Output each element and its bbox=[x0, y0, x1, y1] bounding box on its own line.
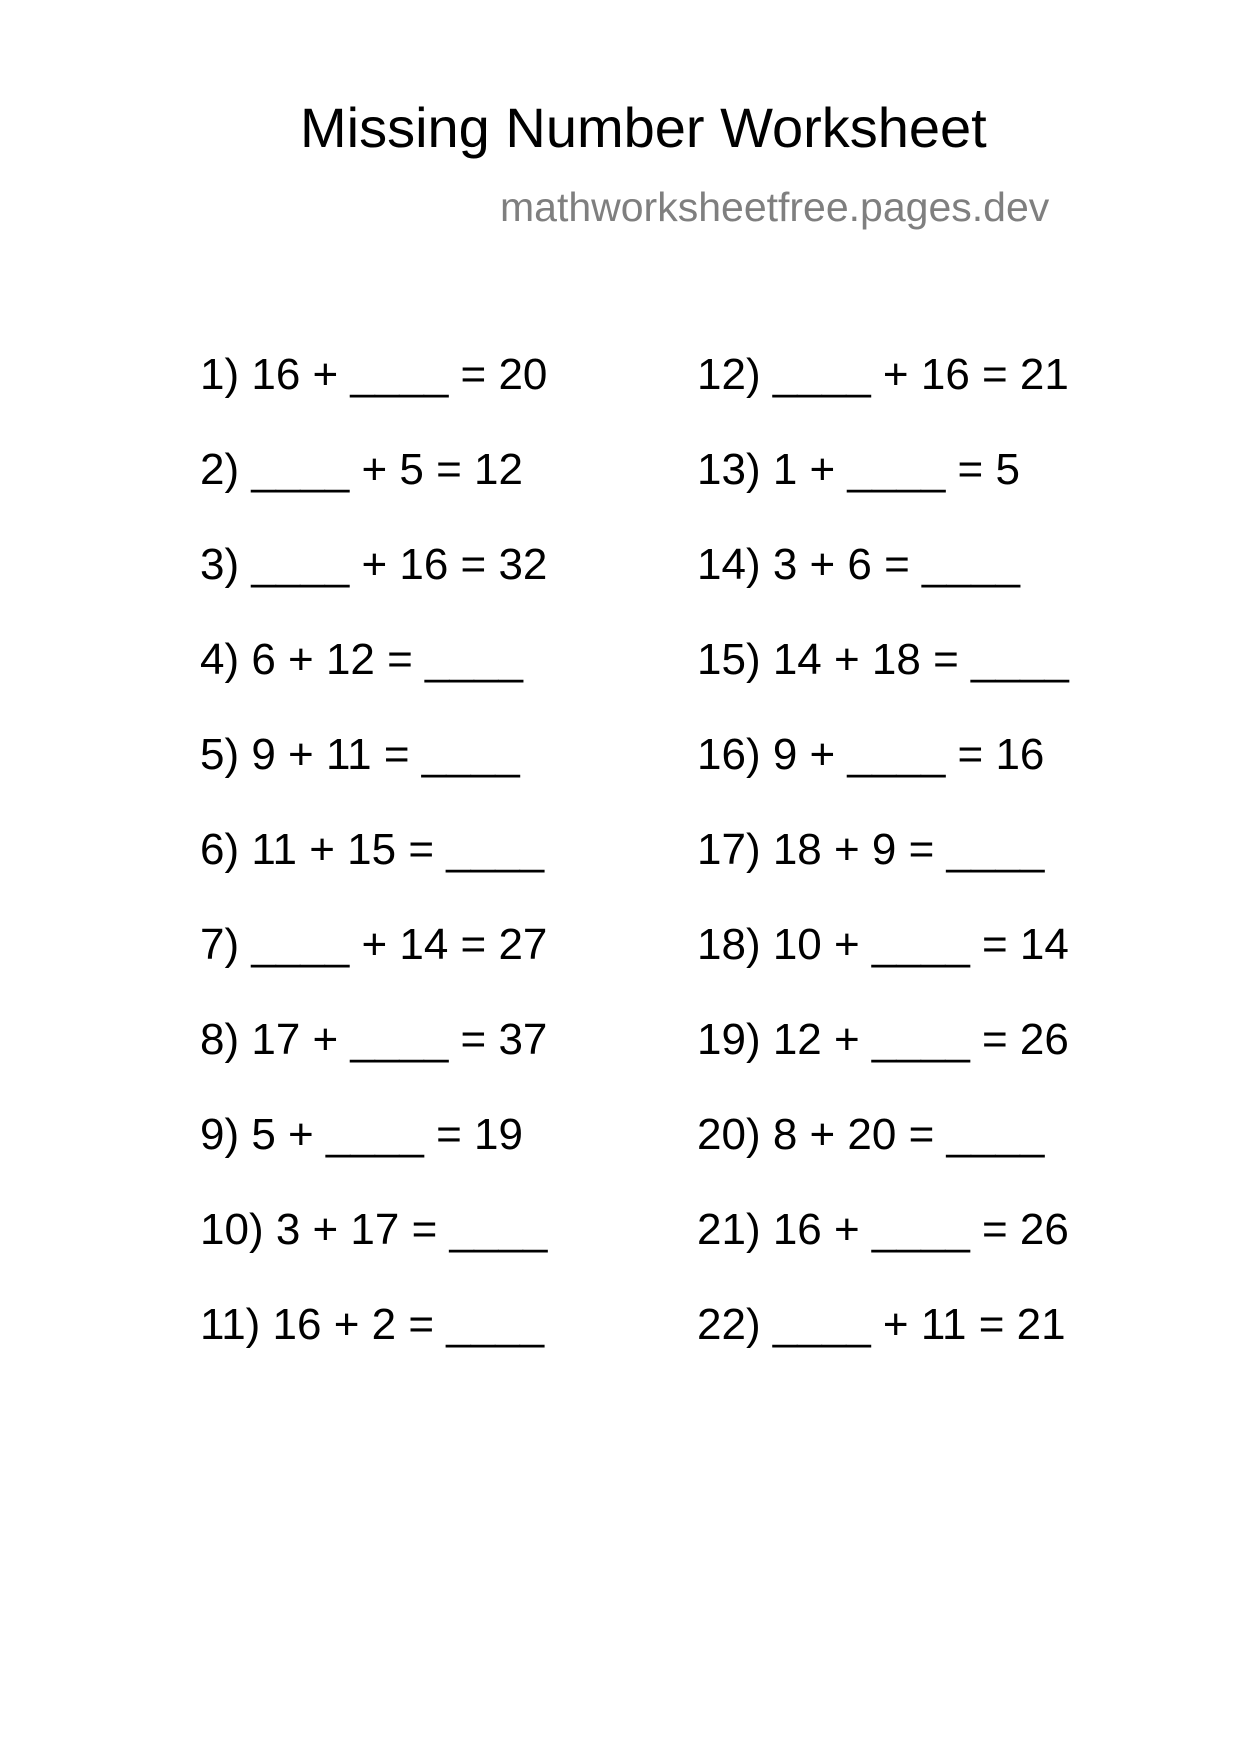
problem-5: 5) 9 + 11 = ____ bbox=[200, 730, 520, 779]
problem-9: 9) 5 + ____ = 19 bbox=[200, 1110, 523, 1159]
problem-6: 6) 11 + 15 = ____ bbox=[200, 825, 545, 874]
problem-13: 13) 1 + ____ = 5 bbox=[697, 445, 1020, 494]
problem-column-left bbox=[200, 350, 547, 1395]
problem-3: 3) ____ + 16 = 32 bbox=[200, 540, 548, 589]
problem-16: 16) 9 + ____ = 16 bbox=[697, 730, 1045, 779]
problem-4: 4) 6 + 12 = ____ bbox=[200, 635, 523, 684]
problem-18: 18) 10 + ____ = 14 bbox=[697, 920, 1069, 969]
problem-2: 2) ____ + 5 = 12 bbox=[200, 445, 523, 494]
worksheet-title: Missing Number Worksheet bbox=[300, 96, 987, 159]
problem-7: 7) ____ + 14 = 27 bbox=[200, 920, 548, 969]
problem-1: 1) 16 + ____ = 20 bbox=[200, 350, 548, 399]
problem-11: 11) 16 + 2 = ____ bbox=[200, 1300, 545, 1349]
problem-22: 22) ____ + 11 = 21 bbox=[697, 1300, 1066, 1349]
problem-column-right bbox=[697, 350, 1069, 1395]
problem-17: 17) 18 + 9 = ____ bbox=[697, 825, 1045, 874]
problem-12: 12) ____ + 16 = 21 bbox=[697, 350, 1069, 399]
problem-20: 20) 8 + 20 = ____ bbox=[697, 1110, 1045, 1159]
problem-14: 14) 3 + 6 = ____ bbox=[697, 540, 1020, 589]
problem-21: 21) 16 + ____ = 26 bbox=[697, 1205, 1069, 1254]
problem-15: 15) 14 + 18 = ____ bbox=[697, 635, 1069, 684]
problem-10: 10) 3 + 17 = ____ bbox=[200, 1205, 548, 1254]
problem-8: 8) 17 + ____ = 37 bbox=[200, 1015, 548, 1064]
website-url: mathworksheetfree.pages.dev bbox=[500, 184, 1050, 230]
problem-19: 19) 12 + ____ = 26 bbox=[697, 1015, 1069, 1064]
